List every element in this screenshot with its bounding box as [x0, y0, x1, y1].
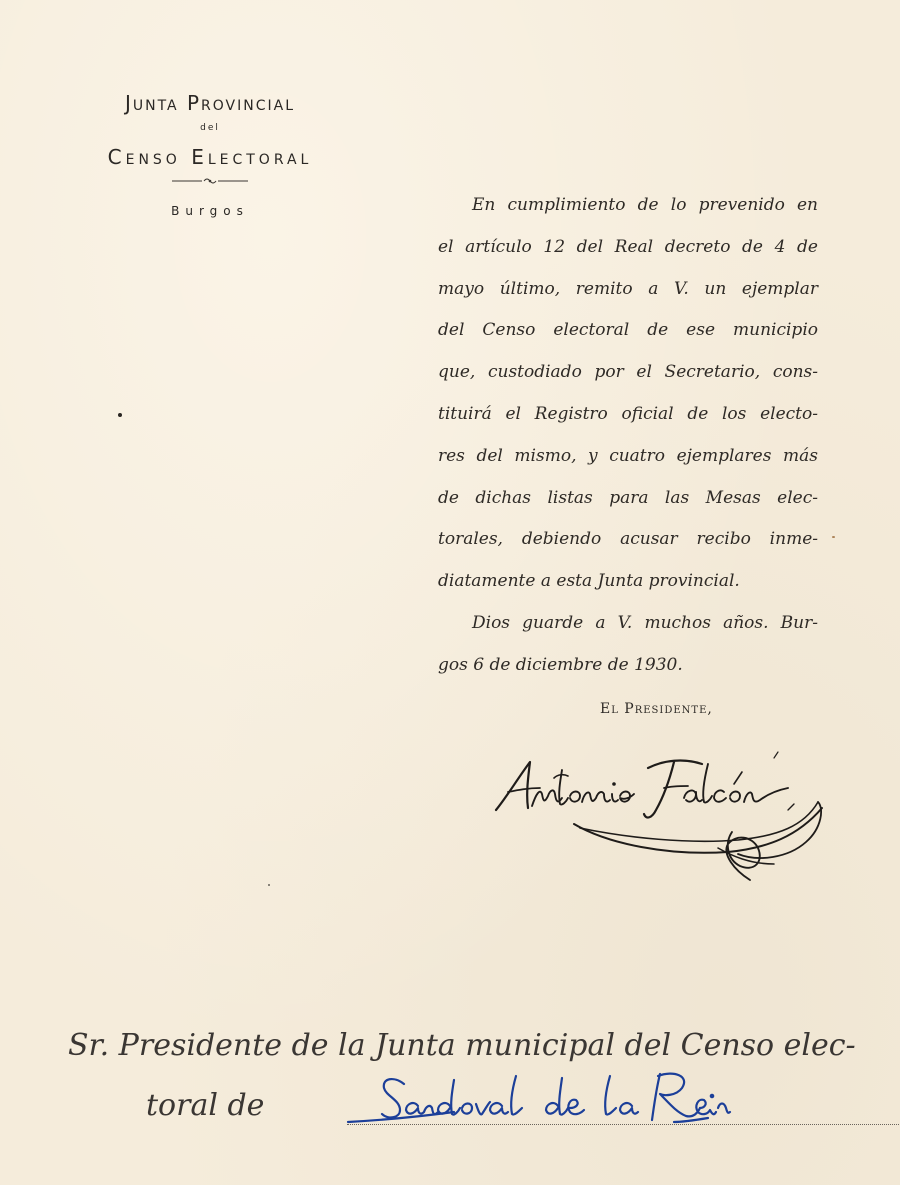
handwritten-town-name — [344, 1062, 734, 1132]
letter-body — [438, 185, 818, 687]
letterhead-city: Burgos — [171, 204, 249, 218]
paper-speck — [118, 413, 122, 417]
body-line: de dichas listas para las Mesas elec- — [438, 487, 818, 508]
ornamental-rule-icon — [170, 176, 250, 186]
body-line: Dios guarde a V. muchos años. Bur- — [472, 612, 818, 633]
body-paragraph-2 — [438, 603, 818, 687]
paper-speck — [832, 536, 835, 538]
body-paragraph-1 — [438, 185, 818, 603]
body-line: del Censo electoral de ese municipio — [438, 320, 818, 341]
body-line: En cumplimiento de lo prevenido en — [472, 195, 818, 215]
paper-speck — [268, 884, 270, 886]
body-line: gos 6 de diciembre de 1930. — [438, 654, 683, 675]
president-signature — [488, 748, 833, 898]
body-line: mayo último, remito a V. un ejemplar — [438, 278, 818, 299]
letterhead — [40, 90, 380, 218]
body-line: tituirá el Registro oficial de los electo- — [438, 403, 818, 424]
body-line: torales, debiendo acusar recibo inme- — [438, 529, 818, 550]
closing-title: El Presidente, — [600, 701, 713, 717]
addressee-line-2 — [146, 1082, 828, 1130]
body-line: que, custodiado por el Secretario, cons- — [438, 362, 818, 383]
addressee-line-2-prefix: toral de — [146, 1088, 265, 1123]
letterhead-title: Junta Provincial — [124, 91, 296, 115]
body-line: res del mismo, y cuatro ejemplares más — [438, 445, 818, 466]
addressee-line-1: Sr. Presidente de la Junta municipal del Censo elec- — [68, 1028, 856, 1063]
body-line: el artículo 12 del Real decreto de 4 de — [438, 236, 818, 257]
letterhead-subtitle: Censo Electoral — [107, 145, 313, 169]
body-line: diatamente a esta Junta provincial. — [438, 571, 740, 592]
letterhead-connector: del — [200, 123, 220, 133]
addressee-block — [68, 1022, 856, 1130]
